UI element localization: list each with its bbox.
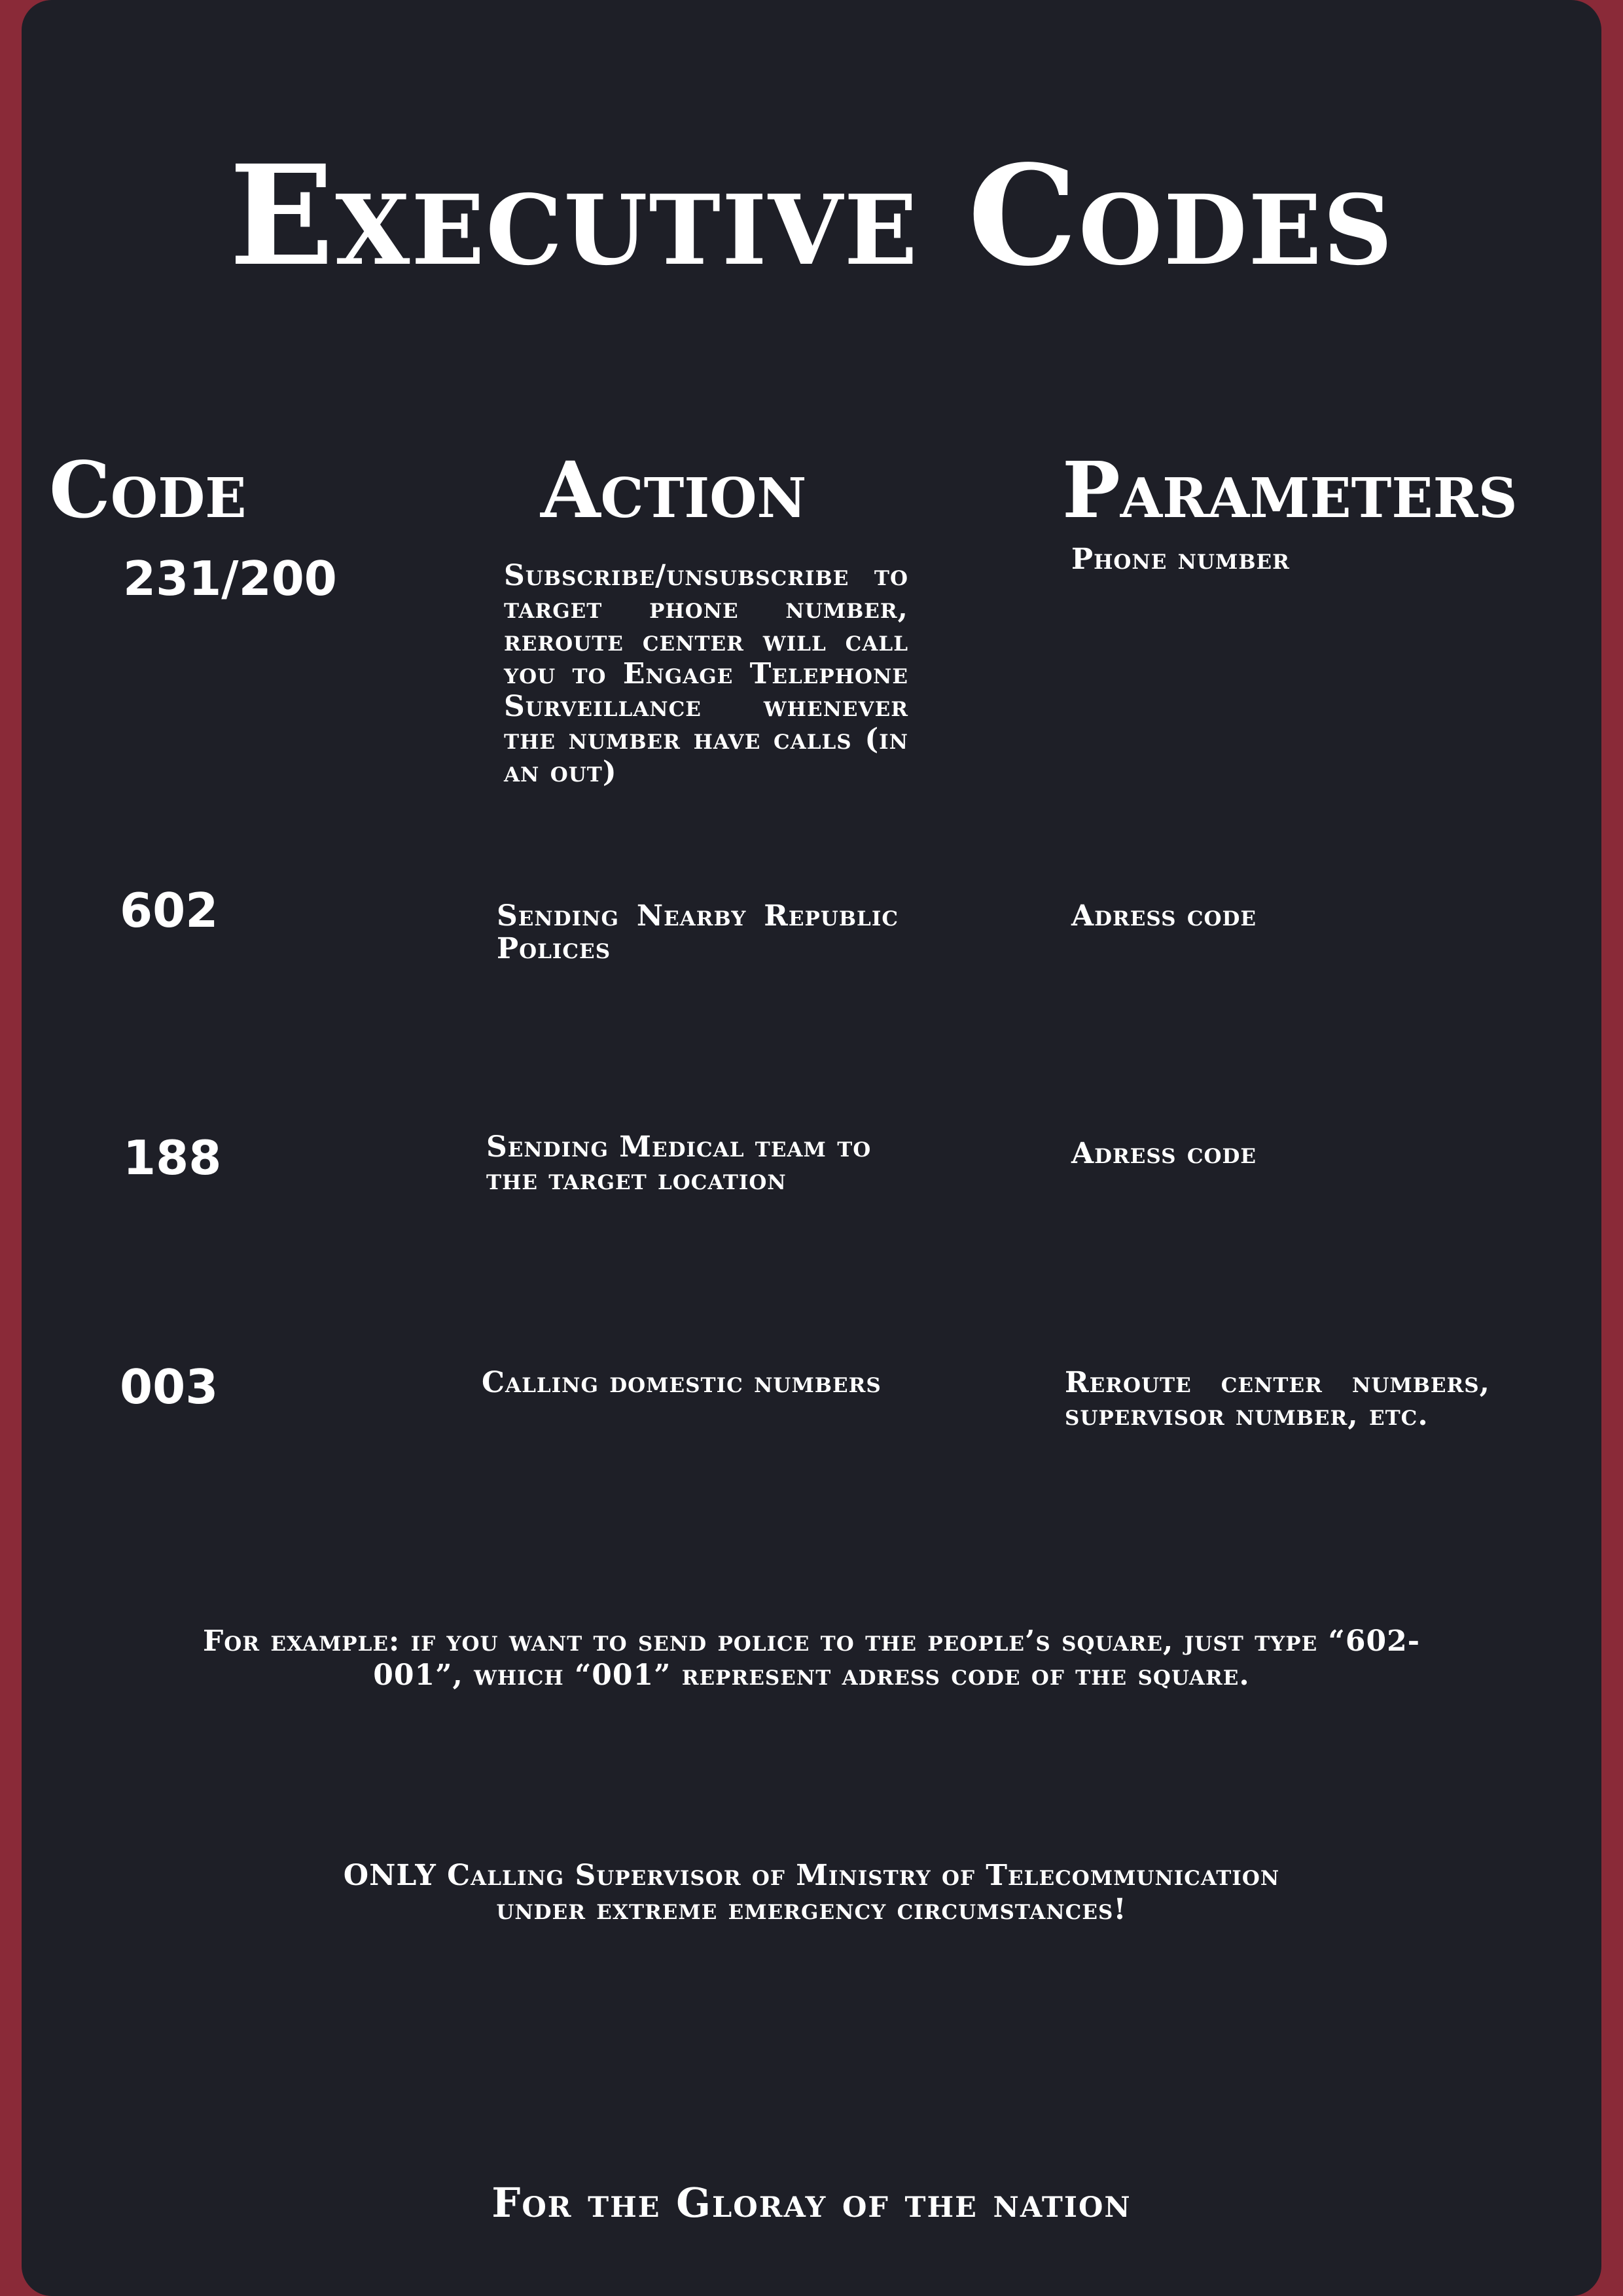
action-text: Sending Nearby Republic Polices	[497, 899, 899, 965]
column-header-parameters: Parameters	[1062, 444, 1518, 535]
parameters-text: Adress code	[1071, 1137, 1257, 1170]
column-header-action: Action	[541, 444, 807, 535]
page-title: Executive Codes	[229, 135, 1394, 296]
column-header-code: Code	[49, 444, 247, 535]
code-value: 602	[120, 883, 219, 938]
code-value: 231/200	[123, 551, 337, 606]
parameters-text: Adress code	[1071, 899, 1257, 933]
code-value: 188	[123, 1130, 222, 1185]
parameters-text: Phone number	[1071, 543, 1290, 576]
code-value: 003	[120, 1359, 219, 1414]
parameters-text: Reroute center numbers, supervisor number, etc.	[1065, 1366, 1490, 1432]
action-text: Subscribe/unsubscribe to target phone number, reroute center will call you to Engage Telephone Surveillance whenever the number have calls (in an out)	[504, 559, 908, 789]
example-note: For example: if you want to send police to the people’s square, just type “602-001”, which “001” represent adress code of the square.	[203, 1624, 1420, 1692]
action-text: Sending Medical team to the target location	[486, 1130, 872, 1196]
footer-slogan: For the Gloray of the nation	[491, 2179, 1132, 2227]
executive-codes-panel	[22, 0, 1601, 2296]
warning-note: ONLY Calling Supervisor of Ministry of Telecommunication under extreme emergency circumstances!	[343, 1859, 1280, 1926]
action-text: Calling domestic numbers	[482, 1366, 882, 1399]
